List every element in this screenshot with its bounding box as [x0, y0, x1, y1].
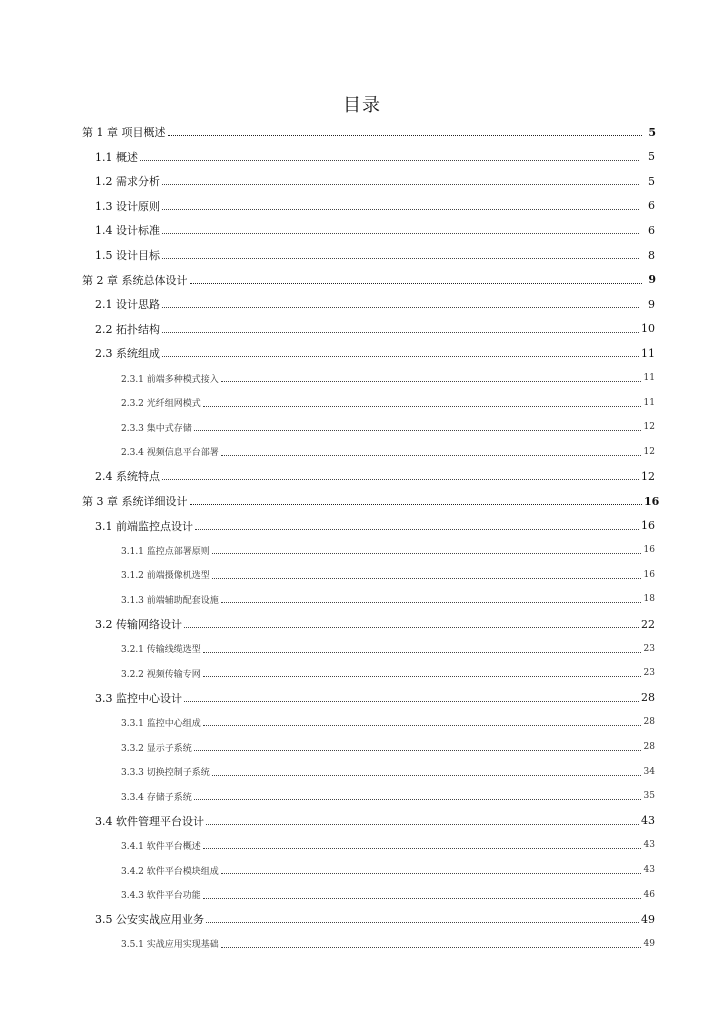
dot-leader: [162, 478, 639, 480]
toc-page-number: 9: [648, 273, 656, 287]
toc-page-number: 5: [648, 150, 655, 164]
dot-leader: [168, 134, 643, 136]
toc-page-number: 8: [648, 248, 655, 262]
toc-page-number: 49: [643, 938, 655, 949]
toc-page-number: 22: [641, 617, 655, 631]
toc-page-number: 16: [644, 494, 660, 508]
toc-entry-label: 1.1 概述: [95, 150, 138, 164]
dot-leader: [212, 774, 641, 776]
toc-page-number: 16: [643, 545, 655, 556]
toc-entry-level-3[interactable]: [0, 417, 724, 437]
toc-page-number: 28: [643, 717, 655, 728]
toc-entry-level-1[interactable]: [0, 270, 724, 290]
toc-page-number: 16: [643, 569, 655, 580]
dot-leader: [162, 355, 639, 357]
dot-leader: [162, 257, 639, 259]
toc-page-number: 46: [643, 889, 655, 900]
toc-page-number: 6: [648, 223, 655, 237]
toc-entry-label: 3.4 软件管理平台设计: [95, 814, 204, 828]
toc-page-number: 5: [648, 125, 656, 139]
toc-entry-label: 3.2.1 传输线缆选型: [121, 645, 201, 656]
dot-leader: [162, 183, 639, 185]
toc-page-number: 49: [641, 912, 655, 926]
toc-entry-level-2[interactable]: [0, 220, 724, 240]
toc-entry-label: 2.3.3 集中式存储: [121, 423, 192, 434]
toc-entry-level-2[interactable]: [0, 319, 724, 339]
toc-entry-label: 3.3.1 监控中心组成: [121, 718, 201, 729]
toc-entry-level-2[interactable]: [0, 614, 724, 634]
toc-entry-label: 2.4 系统特点: [95, 470, 160, 484]
toc-entry-level-3[interactable]: [0, 885, 724, 905]
toc-entry-level-1[interactable]: [0, 122, 724, 142]
toc-entry-level-2[interactable]: [0, 147, 724, 167]
toc-page-number: 35: [643, 791, 655, 802]
toc-entry-label: 3.2.2 视频传输专网: [121, 669, 201, 680]
toc-entry-level-3[interactable]: [0, 663, 724, 683]
toc-entry-level-3[interactable]: [0, 860, 724, 880]
dot-leader: [140, 159, 639, 161]
toc-page-number: 11: [643, 373, 655, 383]
toc-entry-label: 2.3.1 前端多种模式接入: [121, 374, 219, 385]
toc-entry-level-3[interactable]: [0, 393, 724, 413]
toc-page-number: 12: [643, 446, 655, 457]
dot-leader: [162, 331, 639, 333]
dot-leader: [184, 700, 639, 702]
toc-page-number: 5: [648, 174, 655, 188]
toc-entry-label: 3.1.1 监控点部署原则: [121, 546, 210, 557]
toc-entry-level-2[interactable]: [0, 516, 724, 536]
toc-entry-label: 2.3.2 光纤组网模式: [121, 399, 201, 410]
toc-entry-level-3[interactable]: [0, 589, 724, 609]
toc-page-number: 6: [648, 199, 655, 213]
dot-leader: [194, 798, 641, 800]
dot-leader: [221, 454, 641, 456]
toc-page-number: 43: [641, 814, 655, 828]
dot-leader: [221, 601, 641, 603]
toc-entry-label: 2.3 系统组成: [95, 347, 160, 361]
toc-entry-label: 第 2 章 系统总体设计: [82, 273, 188, 287]
toc-entry-label: 3.3.2 显示子系统: [121, 743, 192, 754]
toc-page-number: 12: [641, 469, 655, 483]
toc-entry-label: 2.1 设计思路: [95, 298, 160, 312]
page-title: 目录: [343, 95, 381, 116]
toc-entry-label: 1.4 设计标准: [95, 224, 160, 238]
dot-leader: [194, 429, 641, 431]
toc-page-number: 16: [641, 519, 655, 533]
toc-entry-level-2[interactable]: [0, 171, 724, 191]
toc-page-number: 28: [641, 691, 655, 705]
toc-entry-label: 3.3.3 切换控制子系统: [121, 768, 210, 779]
toc-entry-label: 1.2 需求分析: [95, 175, 160, 189]
dot-leader: [203, 847, 641, 849]
toc-entry-label: 3.4.1 软件平台概述: [121, 841, 201, 852]
toc-page-number: 11: [643, 397, 655, 408]
toc-entry-label: 2.3.4 视频信息平台部署: [121, 448, 219, 459]
toc-entry-label: 3.5 公安实战应用业务: [95, 913, 204, 927]
toc-entry-label: 3.4.3 软件平台功能: [121, 891, 201, 902]
toc-entry-level-2[interactable]: [0, 294, 724, 314]
toc-page-number: 34: [643, 766, 655, 777]
toc-entry-label: 3.3 监控中心设计: [95, 691, 182, 705]
toc-page-number: 23: [643, 643, 655, 654]
dot-leader: [184, 626, 639, 628]
toc-entry-label: 3.2 传输网络设计: [95, 618, 182, 631]
toc-entry-label: 3.1 前端监控点设计: [95, 519, 193, 533]
toc-page-number: 43: [643, 840, 655, 851]
dot-leader: [221, 380, 641, 382]
toc-entry-level-1[interactable]: [0, 491, 724, 511]
dot-leader: [212, 552, 641, 554]
dot-leader: [206, 921, 639, 923]
toc-entry-level-2[interactable]: [0, 688, 724, 708]
dot-leader: [203, 897, 641, 899]
toc-entry-level-3[interactable]: [0, 368, 724, 388]
dot-leader: [221, 872, 641, 874]
toc-entry-label: 3.3.4 存储子系统: [121, 792, 192, 803]
toc-page-number: 11: [641, 346, 655, 360]
toc-entry-level-3[interactable]: [0, 442, 724, 462]
toc-entry-level-3[interactable]: [0, 712, 724, 732]
toc-entry-level-3[interactable]: [0, 786, 724, 806]
toc-entry-level-3[interactable]: [0, 540, 724, 560]
toc-page-number: 9: [648, 297, 655, 311]
toc-page-number: 28: [643, 742, 655, 752]
toc-entry-level-2[interactable]: [0, 811, 724, 831]
toc-entry-level-3[interactable]: [0, 762, 724, 782]
dot-leader: [221, 946, 641, 948]
toc-entry-level-2[interactable]: [0, 343, 724, 363]
dot-leader: [162, 232, 639, 234]
toc-page-number: 12: [643, 422, 655, 433]
dot-leader: [203, 405, 641, 407]
toc-entry-level-2[interactable]: [0, 909, 724, 929]
toc-entry-level-3[interactable]: [0, 737, 724, 757]
dot-leader: [195, 528, 639, 530]
toc-entry-label: 第 1 章 项目概述: [82, 126, 166, 139]
dot-leader: [206, 823, 639, 825]
dot-leader: [203, 675, 641, 677]
toc-entry-label: 3.4.2 软件平台模块组成: [121, 866, 219, 877]
toc-page-number: 23: [643, 668, 655, 679]
toc-entry-label: 1.3 设计原则: [95, 199, 160, 213]
dot-leader: [194, 749, 641, 751]
toc-entry-level-2[interactable]: [0, 466, 724, 486]
dot-leader: [190, 282, 643, 284]
toc-entry-level-3[interactable]: [0, 565, 724, 585]
dot-leader: [203, 651, 641, 653]
dot-leader: [162, 306, 639, 308]
toc-page-number: 18: [643, 594, 655, 605]
dot-leader: [203, 724, 641, 726]
toc-entry-level-3[interactable]: [0, 835, 724, 855]
toc-entry-level-3[interactable]: [0, 934, 724, 954]
dot-leader: [190, 503, 643, 505]
toc-entry-label: 1.5 设计目标: [95, 249, 160, 262]
toc-entry-label: 2.2 拓扑结构: [95, 322, 160, 336]
toc-entry-level-2[interactable]: [0, 245, 724, 265]
toc-entry-level-2[interactable]: [0, 196, 724, 216]
toc-entry-label: 3.1.2 前端摄像机选型: [121, 571, 210, 582]
toc-page-number: 43: [643, 865, 655, 875]
toc-entry-label: 3.5.1 实战应用实现基础: [121, 940, 219, 951]
toc-entry-label: 第 3 章 系统详细设计: [82, 495, 188, 508]
toc-page-number: 10: [641, 322, 655, 336]
toc-entry-level-3[interactable]: [0, 639, 724, 659]
dot-leader: [212, 577, 641, 579]
dot-leader: [162, 208, 639, 210]
toc-entry-label: 3.1.3 前端辅助配套设施: [121, 595, 219, 606]
